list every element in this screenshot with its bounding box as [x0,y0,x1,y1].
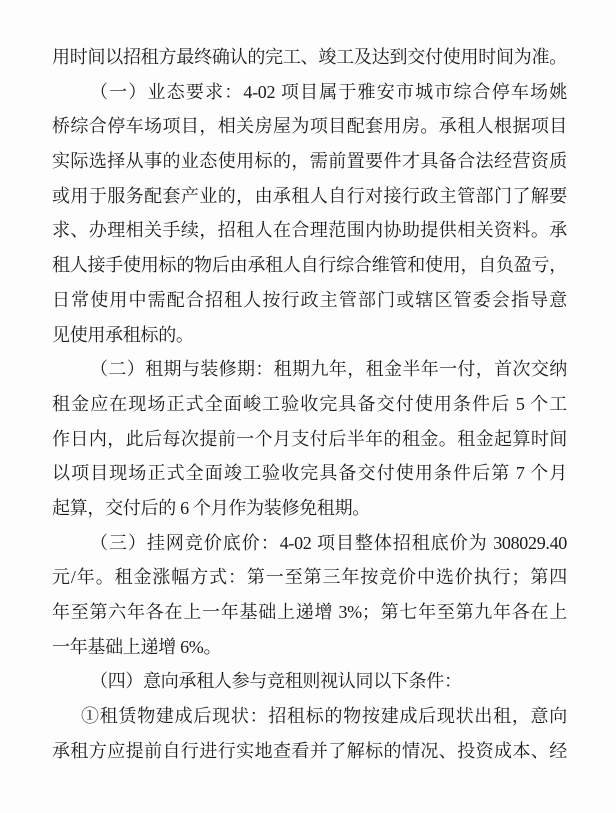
document-line: 以项目现场正式全面竣工验收完具备交付使用条件后第 7 个月 [52,463,567,484]
document-line-heading-3: （三）挂网竞价底价：4-02 项目整体招租底价为 308029.40 [90,532,567,553]
document-line: 元/年。租金涨幅方式：第一至第三年按竞价中选价执行；第四 [52,567,567,588]
document-line: 实际选择从事的业态使用标的，需前置要件才具备合法经营资质 [52,151,567,172]
document-line: 租金应在现场正式全面峻工验收完具备交付使用条件后 5 个工 [52,393,567,414]
document-line: 或用于服务配套产业的，由承租人自行对接行政主管部门了解要 [52,185,567,206]
document-line: 一年基础上递增 6%。 [52,636,222,657]
document-line: 租人接手使用标的物后由承租人自行综合维管和使用，自负盈亏， [52,255,567,276]
text-block [52,40,567,768]
document-line: 年至第六年各在上一年基础上递增 3%；第七年至第九年各在上 [52,602,567,622]
document-line: 桥综合停车场项目，相关房屋为项目配套用房。承租人根据项目 [52,116,567,137]
document-line-clause-1: ①租赁物建成后现状：招租标的物按建成后现状出租，意向 [81,706,567,727]
document-line-heading-4: （四）意向承租人参与竞租则视认同以下条件： [90,671,462,692]
document-line: 承租方应提前自行进行实地查看并了解标的情况、投资成本、经 [52,740,567,761]
document-line: 用时间以招租方最终确认的完工、竣工及达到交付使用时间为准。 [52,47,567,67]
document-line: 作日内，此后每次提前一个月支付后半年的租金。租金起算时间 [52,428,567,449]
document-line: 起算，交付后的 6 个月作为装修免租期。 [52,497,370,518]
document-line-heading-2: （二）租期与装修期：租期九年，租金半年一付，首次交纳 [90,359,567,380]
document-line-heading-1: （一）业态要求：4-02 项目属于雅安市城市综合停车场姚 [90,81,567,102]
document-line: 日常使用中需配合招租人按行政主管部门或辖区管委会指导意 [52,289,567,310]
document-line: 求、办理相关手续，招租人在合理范围内协助提供相关资料。承 [52,220,567,241]
document-line: 见使用承租标的。 [52,324,194,345]
